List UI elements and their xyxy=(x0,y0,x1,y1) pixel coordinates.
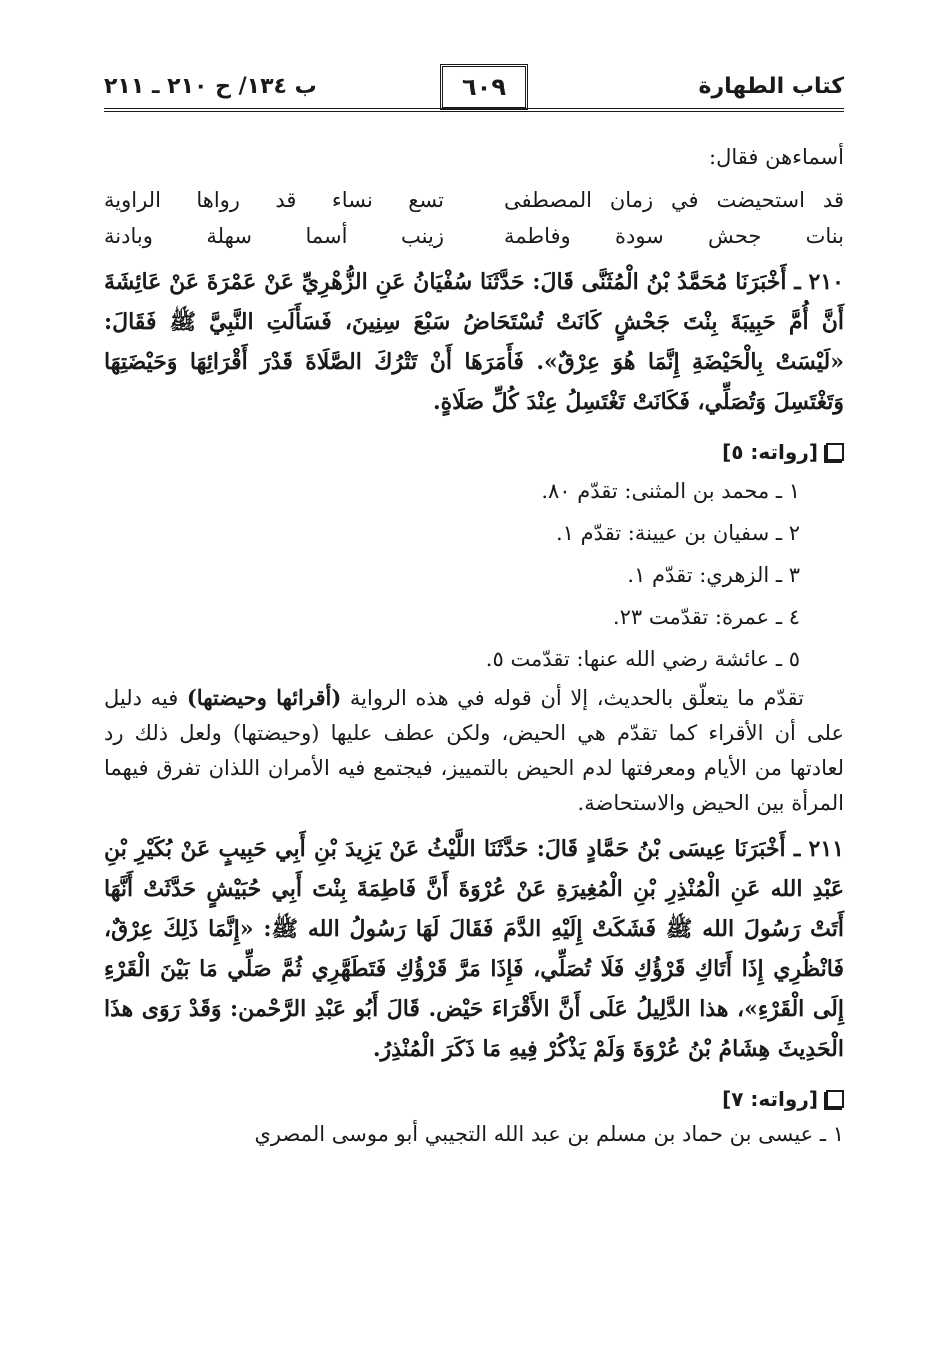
list-item: ٣ ـ الزهري: تقدّم ١. xyxy=(627,563,800,587)
narrators-211-heading-text: [رواته: ٧] xyxy=(722,1087,818,1111)
narrators-211-first-item: ١ ـ عيسى بن حماد بن مسلم بن عبد الله التجيبي أبو موسى المصري xyxy=(254,1122,844,1146)
poem-line-1-left: تسع نساء قد رواها الراوية xyxy=(104,188,444,212)
list-item: ٢ ـ سفيان بن عيينة: تقدّم ١. xyxy=(555,521,800,545)
checkbox-square-icon xyxy=(826,1090,844,1108)
list-item: ٥ ـ عائشة رضي الله عنها: تقدّمت ٥. xyxy=(485,647,800,671)
commentary-part-1: تقدّم ما يتعلّق بالحديث، إلا أن قوله في هذه الرواية xyxy=(341,686,804,710)
poem-line-2-right: بنات جحش سودة وفاطمة xyxy=(504,224,844,248)
narrators-210-heading xyxy=(104,440,844,464)
page-header xyxy=(104,64,844,114)
narrators-210-list xyxy=(104,470,844,680)
poem xyxy=(104,182,844,254)
narrators-211-heading xyxy=(104,1087,844,1111)
hadith-211: ٢١١ ـ أَخْبَرَنَا عِيسَى بْنُ حَمَّادٍ قَالَ: حَدَّثَنَا اللَّيْثُ عَنْ يَزِيدَ بْنِ أَبِي حَبِيبٍ عَنْ بُكَيْرِ بْنِ عَبْدِ الله عَنِ الْمُنْذِرِ بْنِ الْمُغِيرَةِ عَنْ عُرْوَةَ أَنَّ فَاطِمَةَ بِنْتَ أَبِي حُبَيْشٍ حَدَّثَتْ أَنَّهَا أَتَتْ رَسُولَ الله ﷺ فَشَكَتْ إِلَيْهِ الدَّمَ فَقَالَ لَهَا رَسُولُ الله ﷺ: «إِنَّمَا ذَلِكَ عِرْقٌ، فَانْظُرِي إِذَا أَتَاكِ قَرْؤُكِ فَلَا تُصَلِّي، فَإِذَا مَرَّ قَرْؤُكِ فَتَطَهَّرِي ثُمَّ صَلِّي مَا بَيْنَ الْقَرْءِ إِلَى الْقَرْءِ»، هذا الدَّلِيلُ عَلَى أَنَّ الأَقْرَاءَ حَيْض. قَالَ أَبُو عَبْدِ الرَّحْمن: وَقَدْ رَوَى هذَا الْحَدِيثَ هِشَامُ بْنُ عُرْوَةَ وَلَمْ يَذْكُرْ فِيهِ مَا ذَكَرَ الْمُنْذِرُ. xyxy=(104,836,844,1062)
poem-line-2 xyxy=(104,218,844,254)
commentary-highlight: (أقرائها وحيضتها) xyxy=(186,685,342,710)
commentary-part-2: فيه دليل على أن الأقراء كما تقدّم هي الحيض، ولكن عطف عليها (وحيضتها) ولعل ذلك رد لعادتها من الأيام ومعرفتها لدم الحيض بالتمييز، فيجتمع فيه الأمران اللذان تفرق فيهما المرأة بين الحيض والاستحاضة. xyxy=(104,686,844,815)
narrators-210-heading-text: [رواته: ٥] xyxy=(722,440,818,464)
hadith-210: ٢١٠ ـ أَخْبَرَنَا مُحَمَّدُ بْنُ الْمُثَنَّى قَالَ: حَدَّثَنَا سُفْيَانُ عَنِ الزُّهْرِيِّ عَنْ عَمْرَةَ عَنْ عَائِشَةَ أَنَّ أُمَّ حَبِيبَةَ بِنْتَ جَحْشٍ كَانَتْ تُسْتَحَاضُ سَبْعَ سِنِينَ، فَسَأَلَتِ النَّبِيَّ ﷺ فَقَالَ: «لَيْسَتْ بِالْحَيْضَةِ إِنَّمَا هُوَ عِرْقٌ». فَأَمَرَهَا أَنْ تَتْرُكَ الصَّلَاةَ قَدْرَ أَقْرَائِهَا وَحَيْضَتِهَا وَتَغْتَسِلَ وَتُصَلِّي، فَكَانَتْ تَغْتَسِلُ عِنْدَ كُلِّ صَلَاةٍ. xyxy=(104,269,844,415)
checkbox-square-icon xyxy=(826,443,844,461)
chapter-range: ب ١٣٤/ ح ٢١٠ ـ ٢١١ xyxy=(104,74,317,99)
header-rule xyxy=(104,108,844,112)
intro-line: أسماءهن فقال: xyxy=(709,145,844,169)
page-number: ٦٠٩ xyxy=(440,64,528,110)
poem-line-1-right: قد استحيضت في زمان المصطفى xyxy=(504,188,844,212)
poem-line-2-left: زينب أسما سهلة وبادنة xyxy=(104,224,444,248)
book-title: كتاب الطهارة xyxy=(698,74,844,99)
page-content xyxy=(104,140,844,1152)
poem-line-1 xyxy=(104,182,844,218)
list-item: ٤ ـ عمرة: تقدّمت ٢٣. xyxy=(612,605,800,629)
list-item: ١ ـ محمد بن المثنى: تقدّم ٨٠. xyxy=(541,479,800,503)
commentary xyxy=(104,680,844,821)
